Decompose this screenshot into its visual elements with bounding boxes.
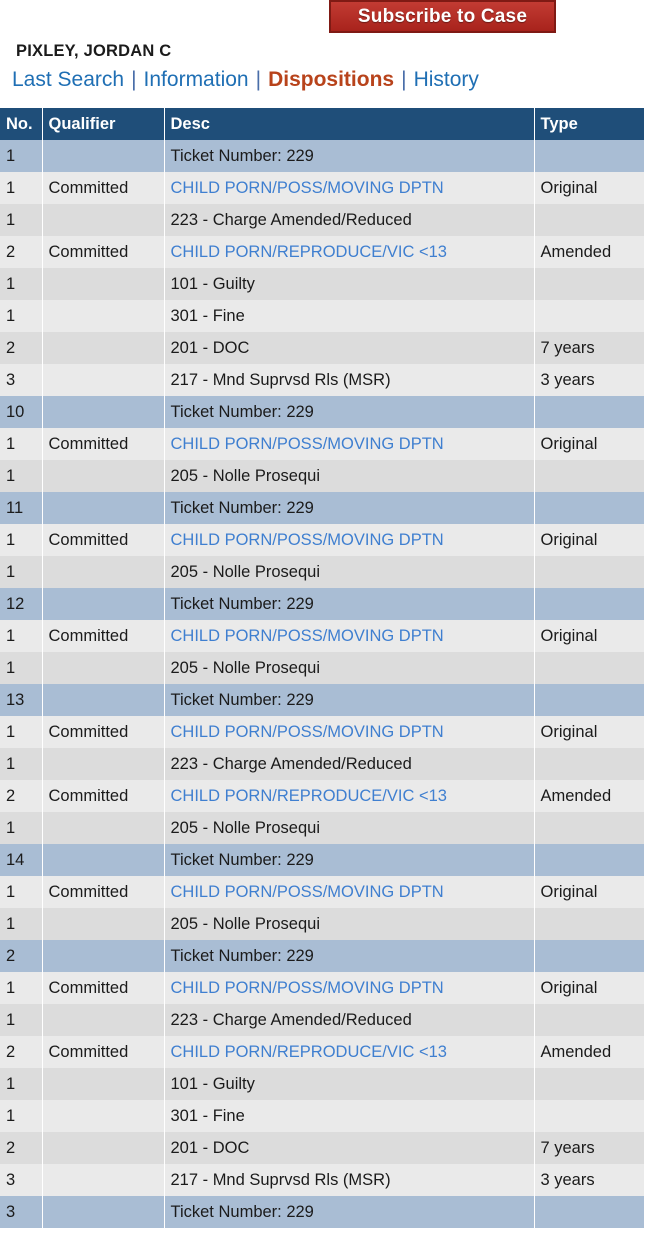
cell-type	[534, 1004, 644, 1036]
column-header-desc[interactable]: Desc	[164, 108, 534, 140]
cell-type	[534, 684, 644, 716]
tab-last-search[interactable]: Last Search	[12, 68, 125, 91]
column-header-qualifier[interactable]: Qualifier	[42, 108, 164, 140]
table-row	[0, 876, 645, 908]
cell-type	[534, 908, 644, 940]
cell-qualifier: Committed	[42, 1036, 164, 1068]
cell-type	[534, 396, 644, 428]
cell-type	[534, 812, 644, 844]
cell-qualifier	[42, 1196, 164, 1228]
cell-type	[534, 1068, 644, 1100]
cell-no: 1	[0, 1100, 42, 1132]
cell-qualifier	[42, 844, 164, 876]
cell-desc[interactable]: CHILD PORN/POSS/MOVING DPTN	[164, 524, 534, 556]
table-row	[0, 556, 645, 588]
table-row	[0, 1036, 645, 1068]
tab-navigation	[12, 68, 645, 104]
cell-desc[interactable]: CHILD PORN/POSS/MOVING DPTN	[164, 716, 534, 748]
cell-no: 13	[0, 684, 42, 716]
table-row	[0, 172, 645, 204]
cell-desc[interactable]: CHILD PORN/POSS/MOVING DPTN	[164, 428, 534, 460]
cell-qualifier: Committed	[42, 172, 164, 204]
cell-type	[534, 940, 644, 972]
cell-type	[534, 748, 644, 780]
cell-desc[interactable]: CHILD PORN/POSS/MOVING DPTN	[164, 172, 534, 204]
cell-qualifier	[42, 140, 164, 172]
cell-qualifier	[42, 652, 164, 684]
cell-qualifier: Committed	[42, 524, 164, 556]
table-row	[0, 908, 645, 940]
cell-no: 1	[0, 300, 42, 332]
cell-no: 1	[0, 716, 42, 748]
cell-no: 1	[0, 972, 42, 1004]
subscribe-to-case-button[interactable]: Subscribe to Case	[329, 0, 556, 33]
tab-separator: |	[131, 68, 137, 91]
cell-type: 3 years	[534, 364, 644, 396]
cell-qualifier: Committed	[42, 972, 164, 1004]
cell-qualifier	[42, 684, 164, 716]
cell-type	[534, 556, 644, 588]
ticket-row	[0, 1196, 645, 1228]
table-row	[0, 716, 645, 748]
cell-qualifier	[42, 1164, 164, 1196]
cell-qualifier: Committed	[42, 716, 164, 748]
table-row	[0, 460, 645, 492]
cell-desc: 205 - Nolle Prosequi	[164, 812, 534, 844]
dispositions-table	[0, 108, 645, 1228]
cell-no: 11	[0, 492, 42, 524]
ticket-row	[0, 940, 645, 972]
cell-no: 2	[0, 332, 42, 364]
cell-type	[534, 460, 644, 492]
cell-desc: 205 - Nolle Prosequi	[164, 556, 534, 588]
cell-desc[interactable]: CHILD PORN/REPRODUCE/VIC <13	[164, 236, 534, 268]
cell-type: Original	[534, 172, 644, 204]
cell-no: 1	[0, 812, 42, 844]
cell-desc[interactable]: CHILD PORN/REPRODUCE/VIC <13	[164, 1036, 534, 1068]
cell-type: Original	[534, 620, 644, 652]
cell-no: 1	[0, 204, 42, 236]
cell-no: 1	[0, 172, 42, 204]
cell-no: 1	[0, 652, 42, 684]
cell-no: 1	[0, 268, 42, 300]
cell-desc: 217 - Mnd Suprvsd Rls (MSR)	[164, 1164, 534, 1196]
cell-qualifier	[42, 1100, 164, 1132]
cell-qualifier	[42, 588, 164, 620]
tab-separator: |	[401, 68, 407, 91]
subscribe-button-container	[329, 0, 556, 33]
cell-type	[534, 492, 644, 524]
cell-desc: Ticket Number: 229	[164, 1196, 534, 1228]
cell-qualifier	[42, 812, 164, 844]
cell-qualifier	[42, 1004, 164, 1036]
cell-qualifier	[42, 204, 164, 236]
cell-type	[534, 268, 644, 300]
cell-no: 3	[0, 1196, 42, 1228]
column-header-no[interactable]: No.	[0, 108, 42, 140]
table-row	[0, 620, 645, 652]
cell-type	[534, 844, 644, 876]
cell-desc: Ticket Number: 229	[164, 396, 534, 428]
cell-type: 7 years	[534, 332, 644, 364]
tab-information[interactable]: Information	[143, 68, 249, 91]
cell-no: 12	[0, 588, 42, 620]
cell-qualifier: Committed	[42, 428, 164, 460]
cell-no: 1	[0, 1004, 42, 1036]
table-row	[0, 1132, 645, 1164]
cell-desc: 101 - Guilty	[164, 268, 534, 300]
ticket-row	[0, 844, 645, 876]
cell-no: 2	[0, 1036, 42, 1068]
cell-qualifier	[42, 556, 164, 588]
table-row	[0, 748, 645, 780]
cell-no: 10	[0, 396, 42, 428]
cell-desc: 301 - Fine	[164, 1100, 534, 1132]
cell-desc: Ticket Number: 229	[164, 844, 534, 876]
cell-type	[534, 1196, 644, 1228]
cell-qualifier	[42, 940, 164, 972]
cell-type: Original	[534, 876, 644, 908]
cell-type	[534, 588, 644, 620]
cell-qualifier	[42, 396, 164, 428]
cell-desc: 205 - Nolle Prosequi	[164, 460, 534, 492]
cell-qualifier: Committed	[42, 780, 164, 812]
cell-type	[534, 652, 644, 684]
cell-desc: Ticket Number: 229	[164, 492, 534, 524]
cell-type	[534, 140, 644, 172]
cell-no: 1	[0, 1068, 42, 1100]
cell-type	[534, 204, 644, 236]
cell-no: 1	[0, 460, 42, 492]
cell-desc: 205 - Nolle Prosequi	[164, 652, 534, 684]
cell-desc: 223 - Charge Amended/Reduced	[164, 748, 534, 780]
table-header-row	[0, 108, 645, 140]
cell-desc: Ticket Number: 229	[164, 588, 534, 620]
cell-no: 1	[0, 428, 42, 460]
cell-no: 14	[0, 844, 42, 876]
cell-type: Original	[534, 972, 644, 1004]
cell-qualifier: Committed	[42, 876, 164, 908]
cell-qualifier: Committed	[42, 620, 164, 652]
table-row	[0, 1164, 645, 1196]
dispositions-table-container	[0, 108, 645, 1244]
cell-no: 1	[0, 908, 42, 940]
ticket-row	[0, 396, 645, 428]
ticket-row	[0, 140, 645, 172]
cell-desc: 301 - Fine	[164, 300, 534, 332]
cell-desc: Ticket Number: 229	[164, 140, 534, 172]
table-row	[0, 780, 645, 812]
cell-type: Original	[534, 716, 644, 748]
cell-qualifier	[42, 748, 164, 780]
cell-qualifier	[42, 1132, 164, 1164]
cell-desc: 223 - Charge Amended/Reduced	[164, 1004, 534, 1036]
cell-qualifier	[42, 460, 164, 492]
table-row	[0, 236, 645, 268]
column-header-type[interactable]: Type	[534, 108, 644, 140]
cell-no: 2	[0, 236, 42, 268]
cell-no: 1	[0, 748, 42, 780]
cell-no: 1	[0, 620, 42, 652]
cell-no: 1	[0, 524, 42, 556]
ticket-row	[0, 492, 645, 524]
cell-type: Original	[534, 428, 644, 460]
cell-desc[interactable]: CHILD PORN/POSS/MOVING DPTN	[164, 876, 534, 908]
ticket-row	[0, 588, 645, 620]
cell-desc: 201 - DOC	[164, 1132, 534, 1164]
table-row	[0, 524, 645, 556]
cell-type: 3 years	[534, 1164, 644, 1196]
cell-desc: Ticket Number: 229	[164, 940, 534, 972]
cell-type: Original	[534, 524, 644, 556]
table-row	[0, 1004, 645, 1036]
table-row	[0, 268, 645, 300]
ticket-row	[0, 684, 645, 716]
cell-no: 1	[0, 140, 42, 172]
cell-no: 1	[0, 876, 42, 908]
cell-desc: Ticket Number: 229	[164, 684, 534, 716]
cell-no: 3	[0, 1164, 42, 1196]
table-row	[0, 972, 645, 1004]
table-body	[0, 140, 645, 1228]
cell-no: 2	[0, 940, 42, 972]
cell-qualifier	[42, 364, 164, 396]
cell-qualifier	[42, 332, 164, 364]
tab-dispositions[interactable]: Dispositions	[268, 68, 395, 91]
cell-desc[interactable]: CHILD PORN/REPRODUCE/VIC <13	[164, 780, 534, 812]
cell-no: 1	[0, 556, 42, 588]
cell-no: 2	[0, 1132, 42, 1164]
cell-type: Amended	[534, 236, 644, 268]
table-row	[0, 364, 645, 396]
cell-qualifier	[42, 908, 164, 940]
tab-history[interactable]: History	[413, 68, 479, 91]
table-row	[0, 332, 645, 364]
cell-desc: 101 - Guilty	[164, 1068, 534, 1100]
cell-no: 3	[0, 364, 42, 396]
cell-type	[534, 1100, 644, 1132]
table-row	[0, 428, 645, 460]
cell-desc[interactable]: CHILD PORN/POSS/MOVING DPTN	[164, 972, 534, 1004]
table-row	[0, 652, 645, 684]
table-row	[0, 300, 645, 332]
cell-qualifier	[42, 268, 164, 300]
cell-qualifier	[42, 1068, 164, 1100]
cell-qualifier: Committed	[42, 236, 164, 268]
cell-no: 2	[0, 780, 42, 812]
table-row	[0, 1068, 645, 1100]
cell-qualifier	[42, 300, 164, 332]
cell-type: Amended	[534, 1036, 644, 1068]
cell-type	[534, 300, 644, 332]
cell-desc[interactable]: CHILD PORN/POSS/MOVING DPTN	[164, 620, 534, 652]
table-row	[0, 812, 645, 844]
cell-desc: 223 - Charge Amended/Reduced	[164, 204, 534, 236]
tab-separator: |	[255, 68, 262, 91]
cell-type: 7 years	[534, 1132, 644, 1164]
cell-desc: 217 - Mnd Suprvsd Rls (MSR)	[164, 364, 534, 396]
table-row	[0, 1100, 645, 1132]
cell-qualifier	[42, 492, 164, 524]
cell-desc: 201 - DOC	[164, 332, 534, 364]
cell-desc: 205 - Nolle Prosequi	[164, 908, 534, 940]
cell-type: Amended	[534, 780, 644, 812]
page-title: PIXLEY, JORDAN C	[16, 42, 172, 60]
table-row	[0, 204, 645, 236]
